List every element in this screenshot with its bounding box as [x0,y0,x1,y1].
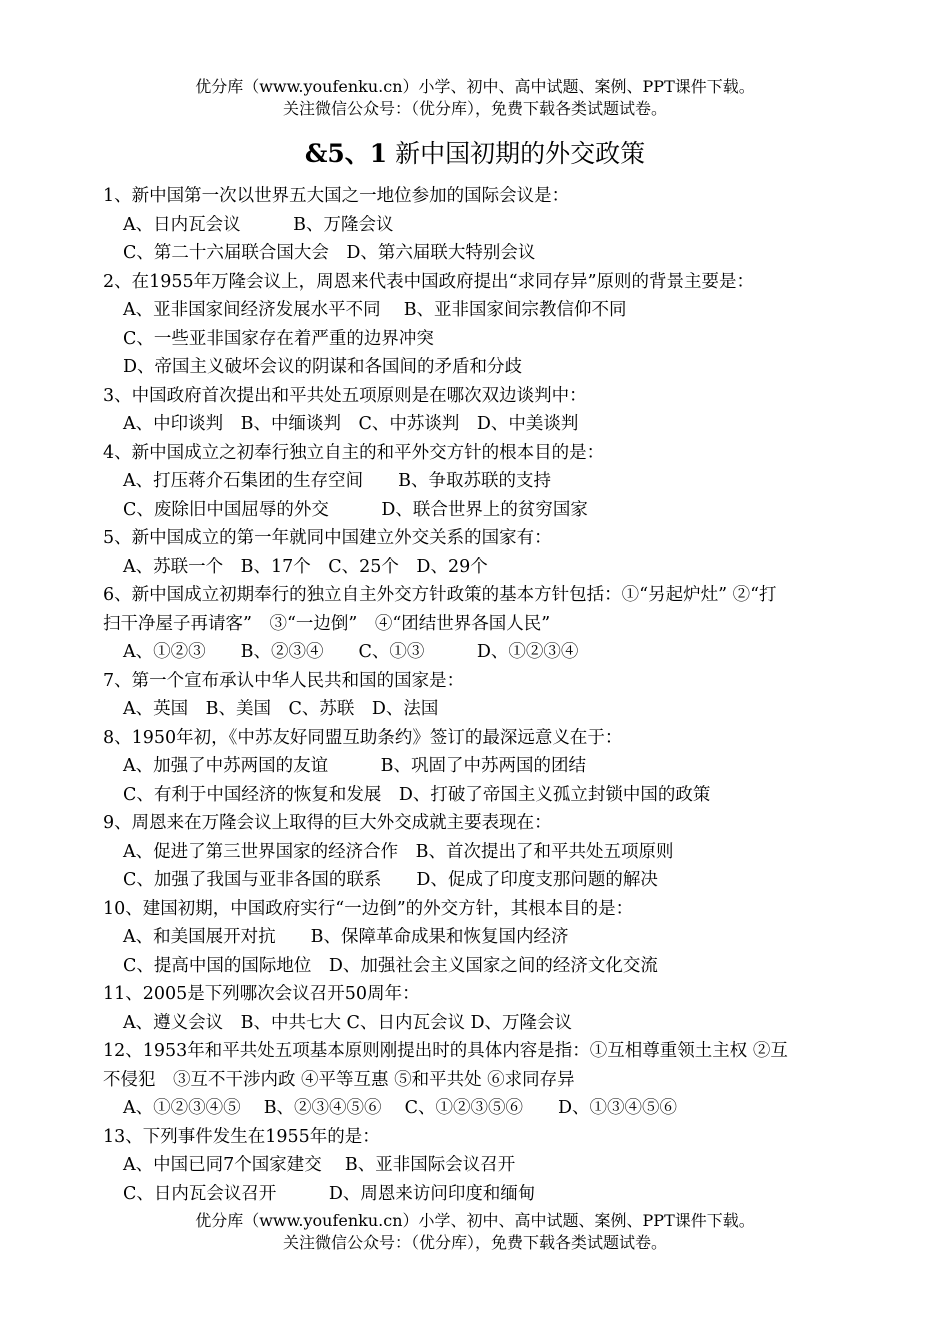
answer-options: C、一些亚非国家存在着严重的边界冲突 [123,328,434,349]
answer-options: C、废除旧中国屈辱的外交 D、联合世界上的贫穷国家 [123,499,588,520]
answer-options: D、帝国主义破坏会议的阴谋和各国间的矛盾和分歧 [123,357,523,377]
answer-options: A、①②③ B、②③④ C、①③ D、①②③④ [123,642,579,662]
answer-options: A、和美国展开对抗 B、保障革命成果和恢复国内经济 [123,927,569,947]
header-line-1: 优分库（www.youfenku.cn）小学、初中、高中试题、案例、PPT课件下载。 [195,77,755,96]
page-header [0,76,950,120]
answer-options: A、①②③④⑤ B、②③④⑤⑥ C、①②③⑤⑥ D、①③④⑤⑥ [123,1098,678,1118]
question-continuation: 扫干净屋子再请客” ③“一边倒” ④“团结世界各国人民” [103,613,551,634]
title-text: 新中国初期的外交政策 [395,139,646,168]
answer-options: A、亚非国家间经济发展水平不同 B、亚非国家间宗教信仰不同 [123,300,627,320]
question-stem: 3、中国政府首次提出和平共处五项原则是在哪次双边谈判中： [103,385,587,406]
question-stem: 9、周恩来在万隆会议上取得的巨大外交成就主要表现在： [103,813,552,833]
answer-options: C、第二十六届联合国大会 D、第六届联大特别会议 [123,243,536,263]
answer-options: C、有利于中国经济的恢复和发展 D、打破了帝国主义孤立封锁中国的政策 [123,784,711,805]
answer-options: A、苏联一个 B、17个 C、25个 D、29个 [123,556,488,577]
answer-options: A、促进了第三世界国家的经济合作 B、首次提出了和平共处五项原则 [123,841,674,862]
question-stem: 2、在1955年万隆会议上，周恩来代表中国政府提出“求同存异”原则的背景主要是： [103,271,755,292]
question-stem: 7、第一个宣布承认中华人民共和国的国家是： [103,670,465,691]
question-stem: 1、新中国第一次以世界五大国之一地位参加的国际会议是： [103,186,570,206]
question-stem: 4、新中国成立之初奉行独立自主的和平外交方针的根本目的是： [103,442,605,463]
answer-options: A、中国已同7个国家建交 B、亚非国际会议召开 [123,1155,516,1175]
answer-options: A、中印谈判 B、中缅谈判 C、中苏谈判 D、中美谈判 [123,414,579,434]
title-number: &5、1 [304,139,388,168]
answer-options: A、英国 B、美国 C、苏联 D、法国 [123,699,439,719]
answer-options: C、加强了我国与亚非各国的联系 D、促成了印度支那问题的解决 [123,870,658,890]
answer-options: A、打压蒋介石集团的生存空间 B、争取苏联的支持 [123,471,551,491]
footer-line-1: 优分库（www.youfenku.cn）小学、初中、高中试题、案例、PPT课件下载。 [195,1211,755,1230]
question-stem: 11、2005是下列哪次会议召开50周年： [103,984,420,1004]
answer-options: A、日内瓦会议 B、万隆会议 [123,214,394,235]
question-stem: 12、1953年和平共处五项基本原则刚提出时的具体内容是指：①互相尊重领土主权 ②互 [103,1041,788,1061]
footer-line-2: 关注微信公众号：（优分库），免费下载各类试题试卷。 [282,1233,667,1252]
answer-options: A、加强了中苏两国的友谊 B、巩固了中苏两国的团结 [123,756,586,776]
question-stem: 13、下列事件发生在1955年的是： [103,1126,380,1147]
question-stem: 8、1950年初，《中苏友好同盟互助条约》签订的最深远意义在于： [103,727,623,748]
question-stem: 5、新中国成立的第一年就同中国建立外交关系的国家有： [103,528,552,548]
header-line-2: 关注微信公众号：（优分库），免费下载各类试题试卷。 [282,99,667,118]
question-continuation: 不侵犯 ③互不干涉内政 ④平等互惠 ⑤和平共处 ⑥求同存异 [103,1069,575,1090]
question-stem: 10、建国初期，中国政府实行“一边倒”的外交方针，其根本目的是： [103,898,634,919]
page-footer [0,1210,950,1254]
question-list [103,182,853,1208]
answer-options: C、提高中国的国际地位 D、加强社会主义国家之间的经济文化交流 [123,955,658,976]
answer-options: C、日内瓦会议召开 D、周恩来访问印度和缅甸 [123,1183,536,1204]
question-stem: 6、新中国成立初期奉行的独立自主外交方针政策的基本方针包括：①“另起炉灶” ②“打 [103,585,777,605]
document-title [0,134,950,174]
answer-options: A、遵义会议 B、中共七大 C、日内瓦会议 D、万隆会议 [123,1012,573,1033]
